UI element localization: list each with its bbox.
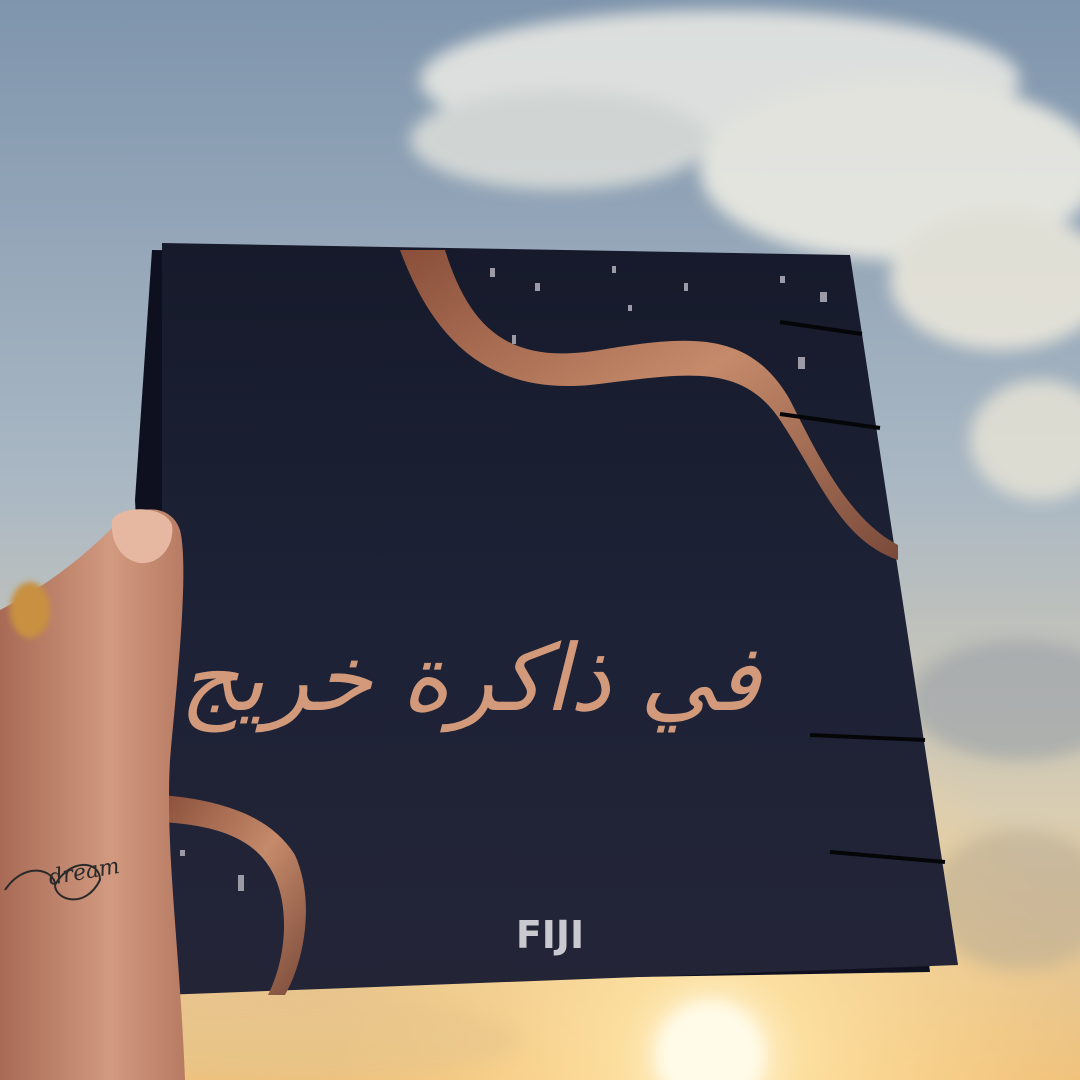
wrist-tattoo: dream [46, 853, 122, 891]
book-title: في ذاكرة خريج [179, 625, 761, 732]
book-logo: FIJI [515, 913, 585, 957]
hand [0, 509, 185, 1080]
ring-icon [10, 582, 50, 638]
